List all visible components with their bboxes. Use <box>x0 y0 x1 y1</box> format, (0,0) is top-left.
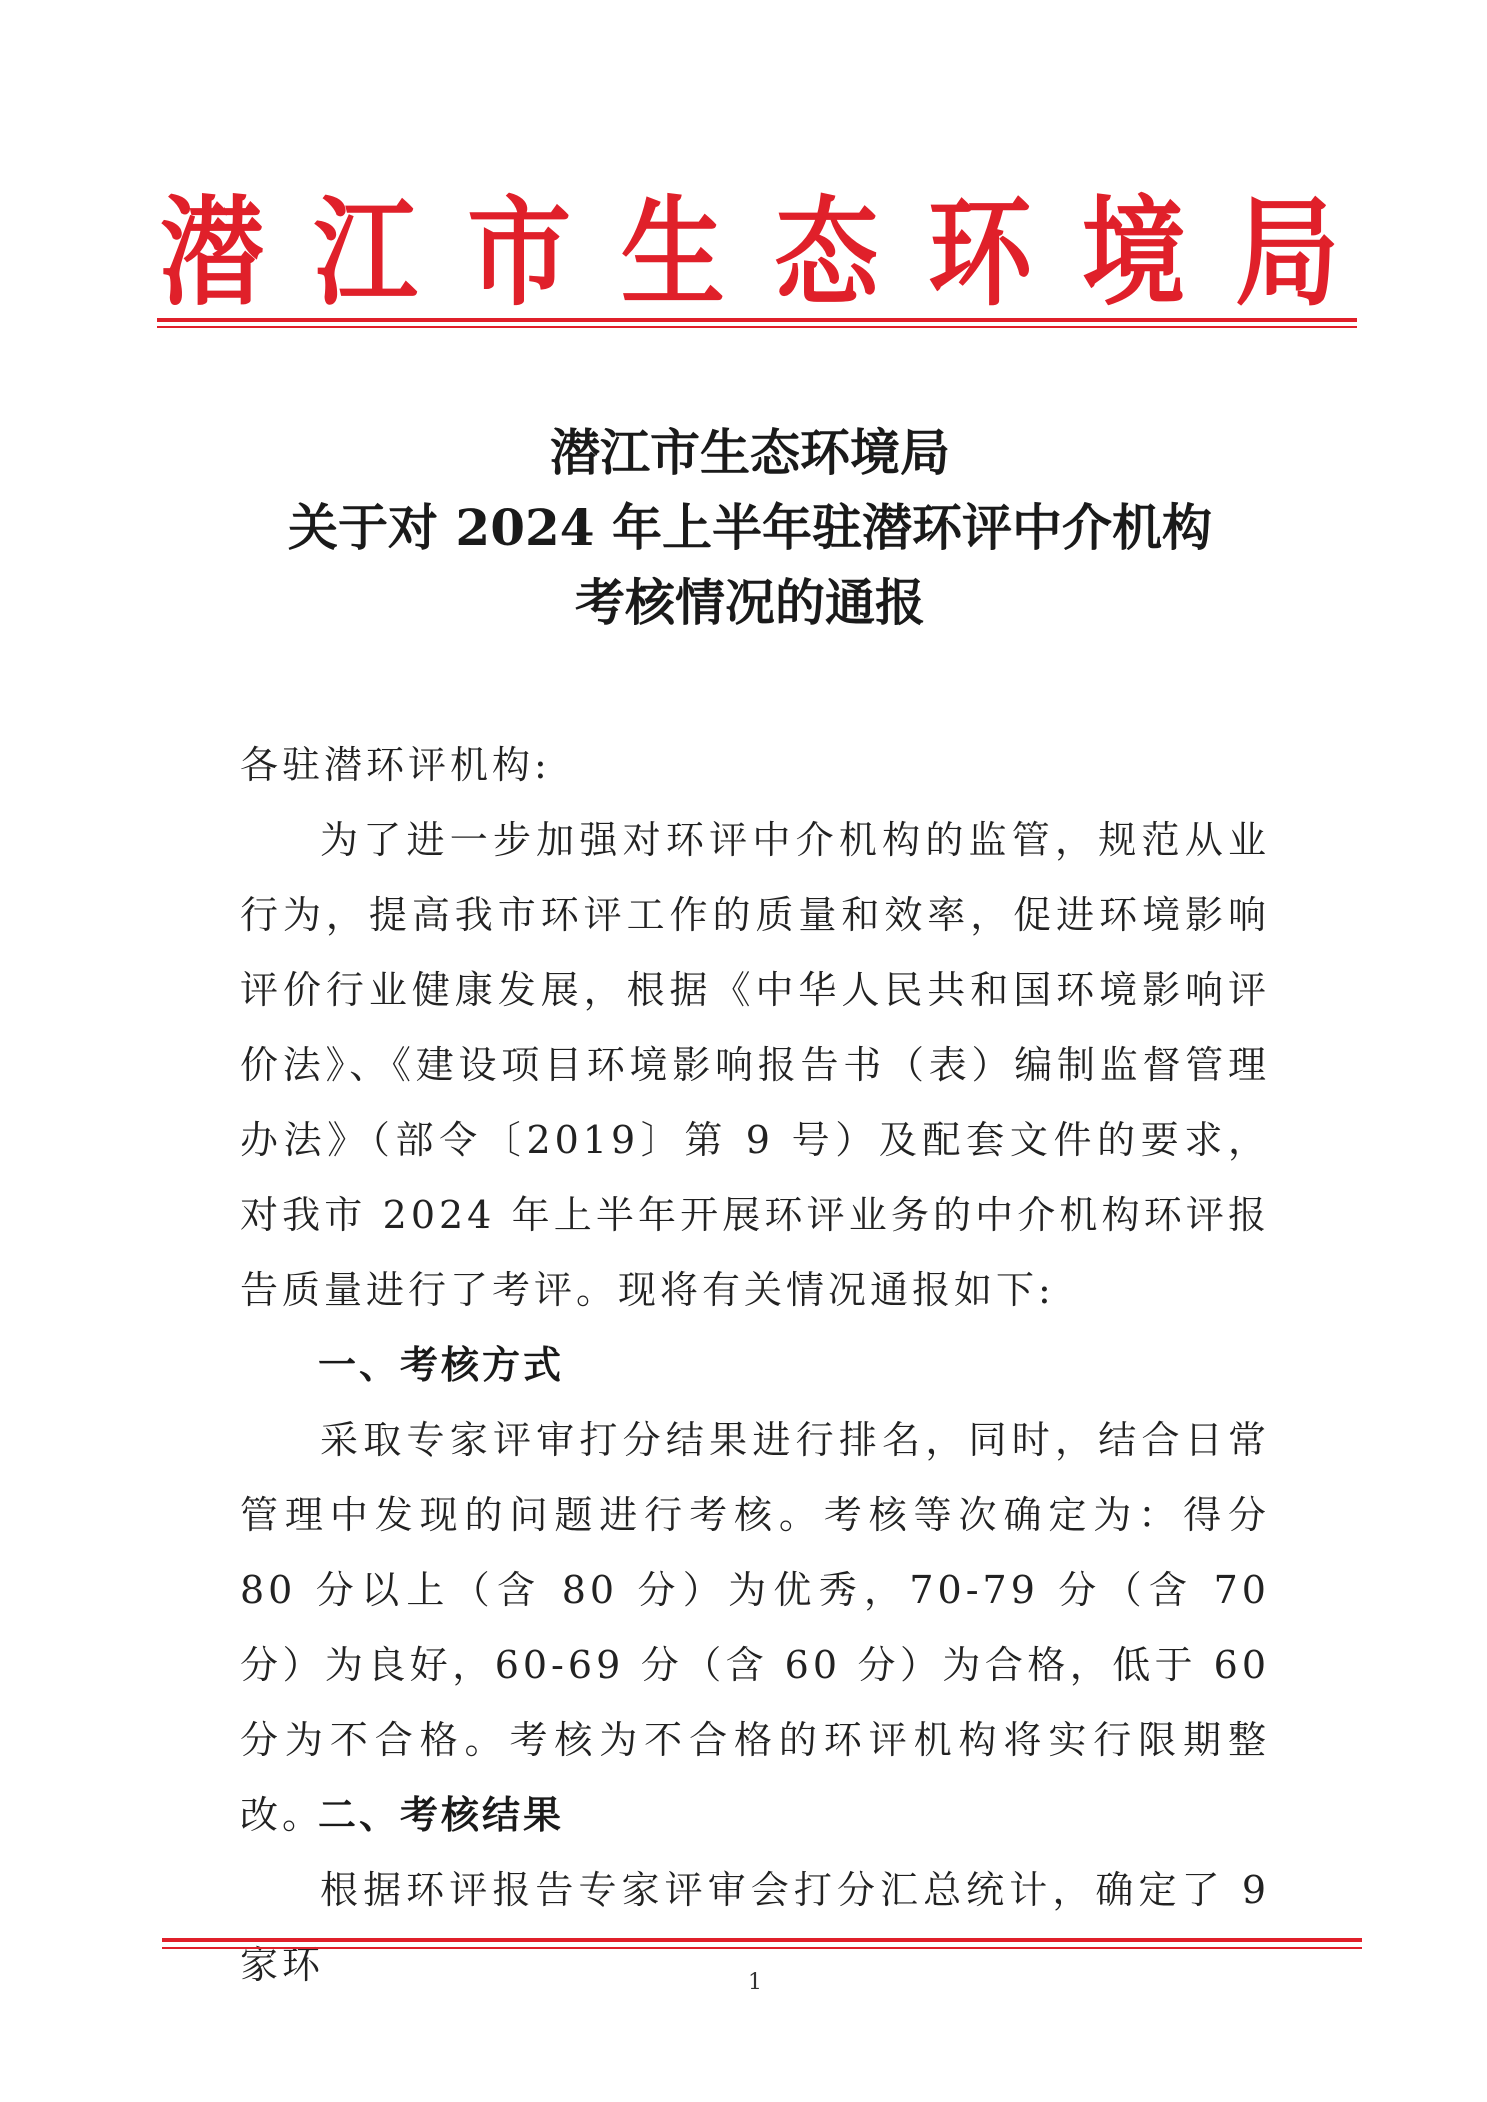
letterhead-char: 江 <box>313 184 418 322</box>
letterhead-char: 态 <box>774 184 879 322</box>
letterhead-char: 境 <box>1081 184 1186 322</box>
section-heading-assessment-results: 二、考核结果 <box>318 1793 565 1837</box>
document-title-line-2: 关于对 2024 年上半年驻潜环评中介机构 <box>288 498 1212 557</box>
document-title-line-1: 潜江市生态环境局 <box>550 423 950 482</box>
section-heading-assessment-method: 一、考核方式 <box>318 1343 565 1387</box>
letterhead-char: 市 <box>467 184 572 322</box>
paragraph-assessment-results: 根据环评报告专家评审会打分汇总统计，确定了 9 家环 <box>240 1868 1270 1987</box>
document-title-line-3: 考核情况的通报 <box>575 573 925 632</box>
letterhead-char: 生 <box>620 184 725 322</box>
letterhead-char: 局 <box>1235 184 1340 322</box>
letterhead-title <box>160 178 1339 328</box>
salutation: 各驻潜环评机构: <box>240 743 551 787</box>
page-number: 1 <box>748 1970 762 1995</box>
letterhead-char: 潜 <box>160 184 264 322</box>
letterhead-char: 环 <box>928 184 1032 322</box>
paragraph-assessment-method: 采取专家评审打分结果进行排名，同时，结合日常管理中发现的问题进行考核。考核等次确定为：得分 80 分以上（含 80 分）为优秀，70-79 分（含 70 分）为良好，60-69 分（含 60 分）为合格，低于 60 分为不合格。考核为不合格的环评机构将实行限期整改。 <box>240 1418 1270 1837</box>
footer-divider <box>162 1938 1362 1949</box>
letterhead-divider <box>157 318 1357 328</box>
paragraph-intro: 为了进一步加强对环评中介机构的监管，规范从业行为，提高我市环评工作的质量和效率，促进环境影响评价行业健康发展，根据《中华人民共和国环境影响评价法》、《建设项目环境影响报告书（表）编制监督管理办法》（部令〔2019〕第 9 号）及配套文件的要求，对我市 2024 年上半年开展环评业务的中介机构环评报告质量进行了考评。现将有关情况通报如下: <box>240 818 1270 1312</box>
